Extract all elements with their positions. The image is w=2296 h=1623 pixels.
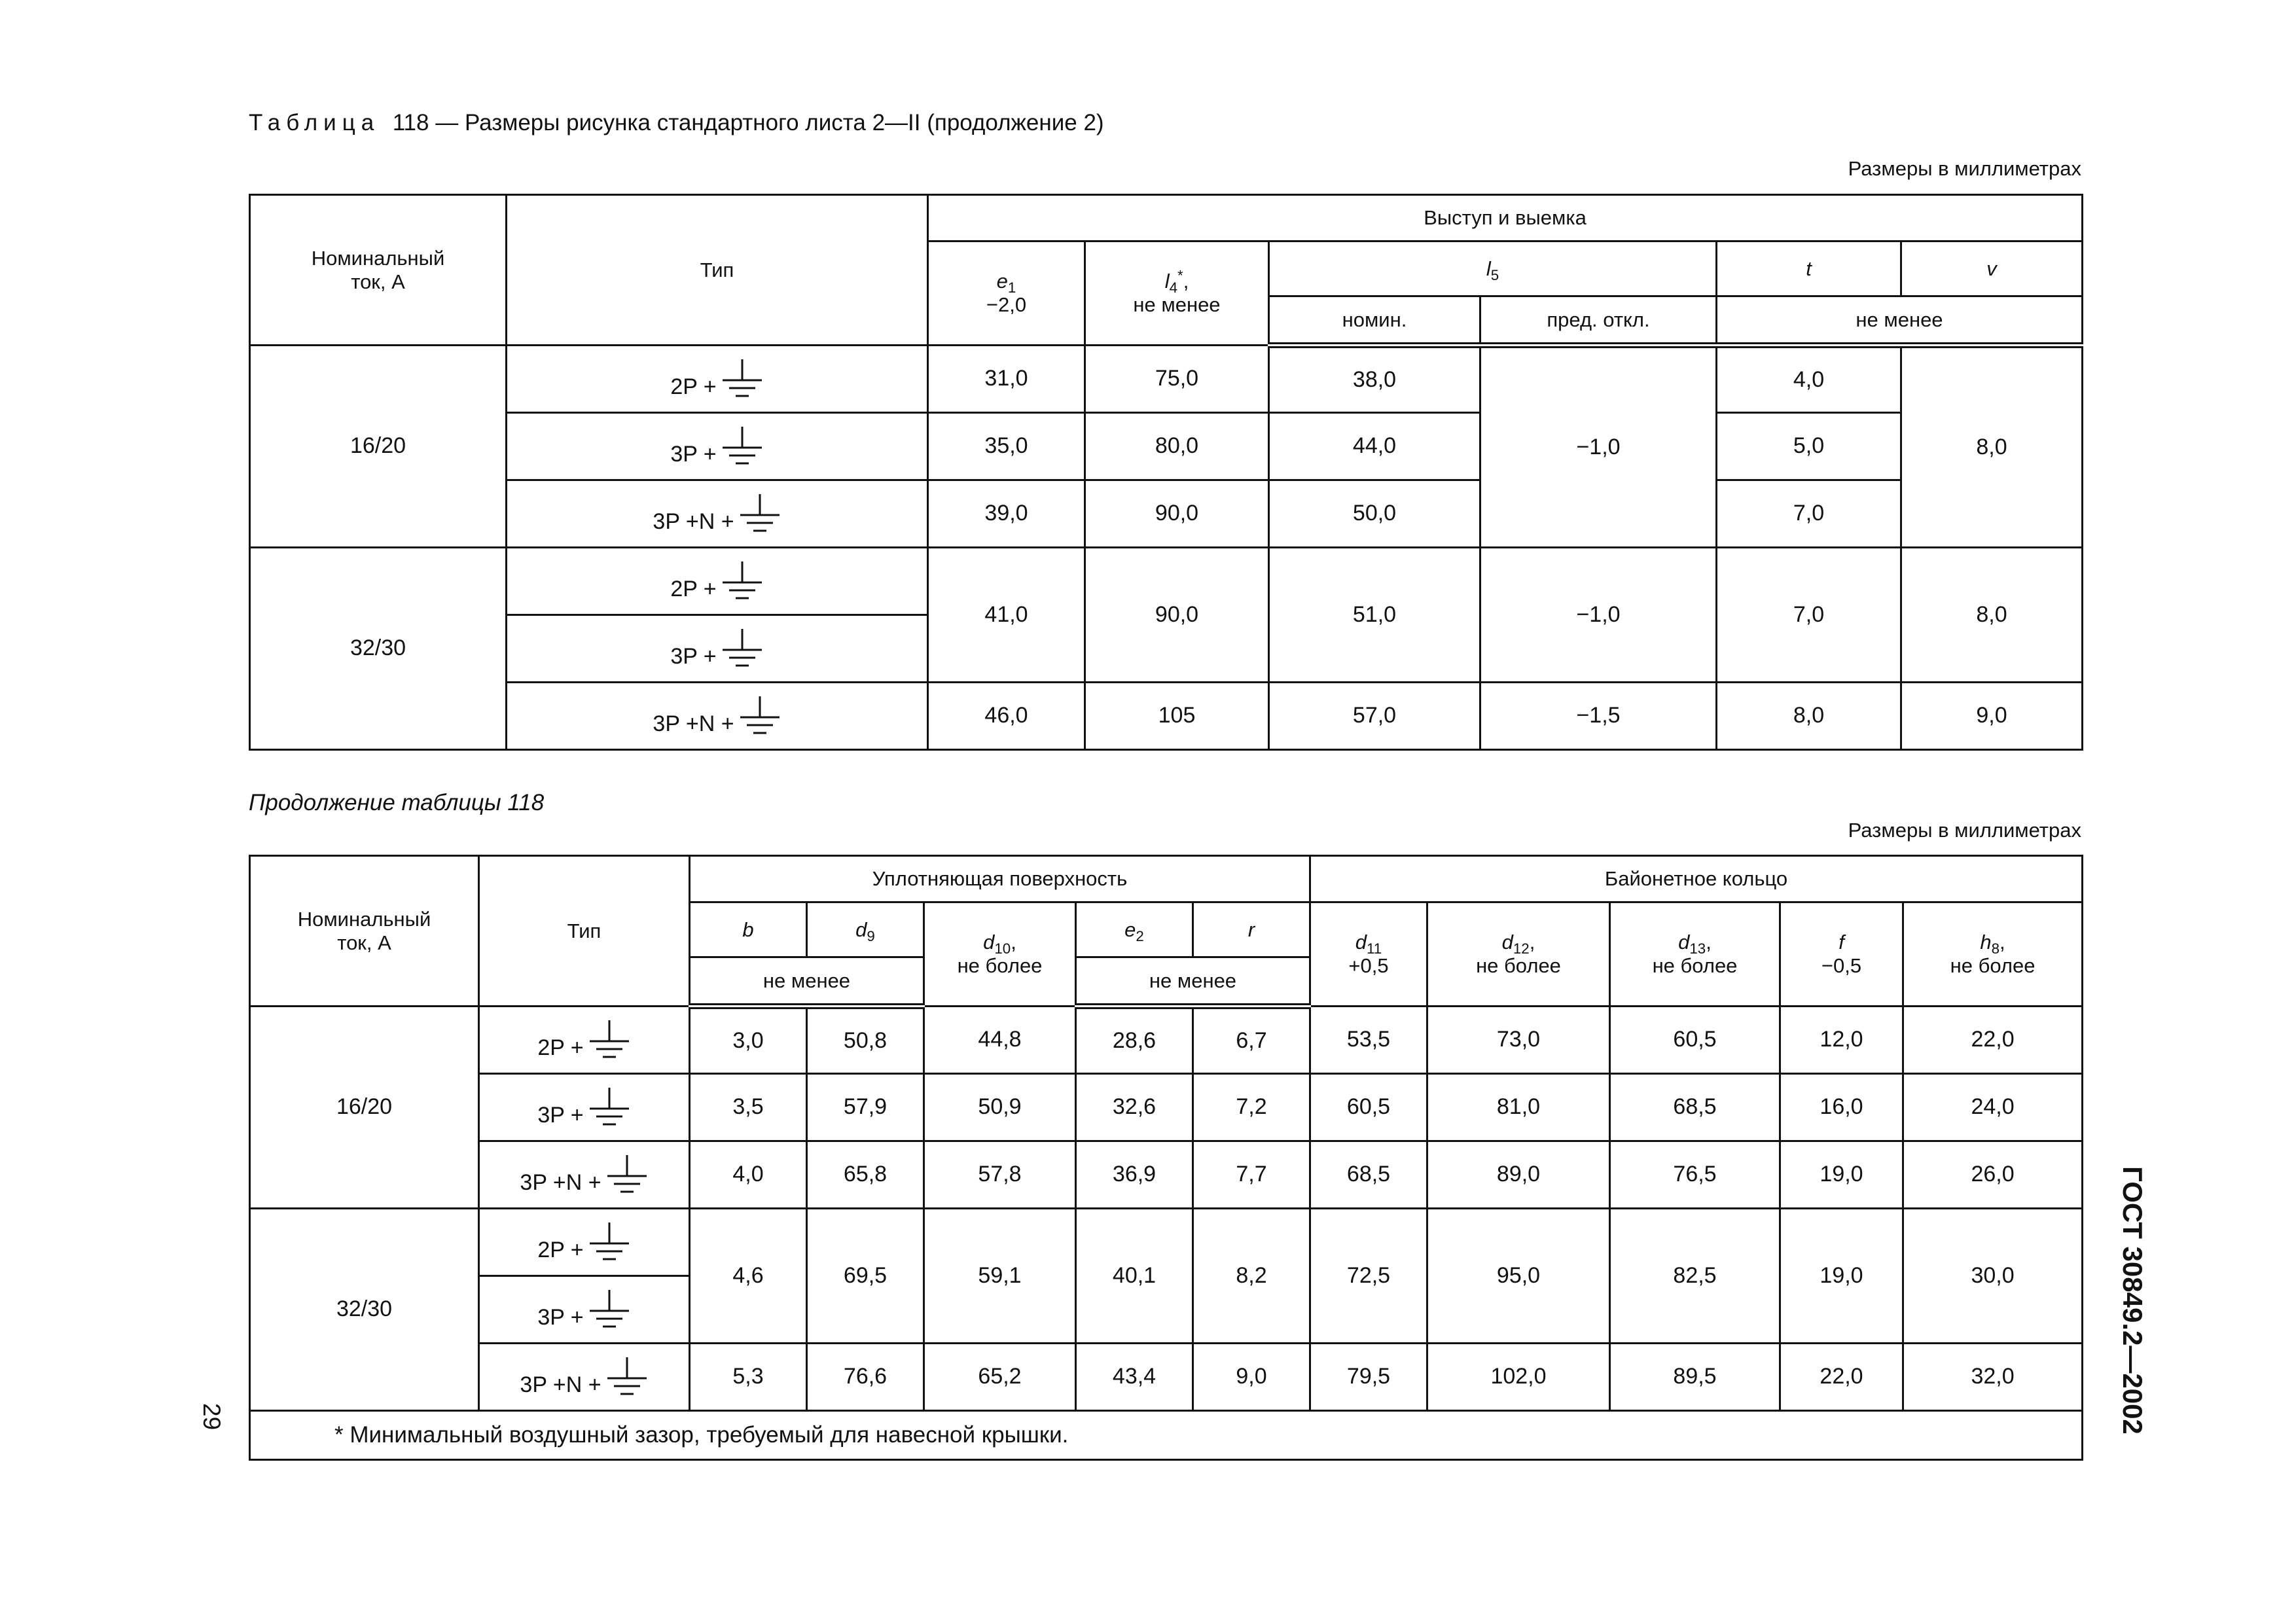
cell-t: 7,0 [1717, 480, 1901, 548]
header-nominal-current: Номинальный ток, А [250, 195, 507, 346]
caption-number: 118 [392, 110, 429, 135]
earth-icon [605, 1154, 649, 1196]
cell-d9: 57,9 [807, 1074, 924, 1141]
type-cell: 3P + [479, 1074, 690, 1141]
type-cell: 3P +N + [507, 480, 928, 548]
cell-d9: 76,6 [807, 1344, 924, 1411]
header-b: b [690, 902, 807, 957]
cell-v: 9,0 [1901, 683, 2083, 750]
header-e2: $e_2$ [1076, 902, 1193, 957]
header-l5: $l_5$ [1269, 241, 1717, 296]
header-r: r [1193, 902, 1310, 957]
cell-l4: 90,0 [1085, 548, 1269, 683]
type-cell: 2P + [479, 1209, 690, 1276]
header-d10: $d_{10}$, не более [924, 902, 1076, 1007]
header-not-less: не менее [1717, 296, 2083, 346]
header-t: t [1717, 241, 1901, 296]
cell-f: 19,0 [1780, 1141, 1903, 1209]
cell-d10: 59,1 [924, 1209, 1076, 1344]
earth-icon [588, 1221, 631, 1263]
cell-l5: 57,0 [1269, 683, 1480, 750]
header-nominal: номин. [1269, 296, 1480, 346]
cell-b: 4,0 [690, 1141, 807, 1209]
cell-b: 4,6 [690, 1209, 807, 1344]
type-cell: 3P +N + [479, 1141, 690, 1209]
caption-title: — Размеры рисунка стандартного листа 2—II (продолжение 2) [435, 110, 1104, 135]
cell-h8: 22,0 [1903, 1007, 2083, 1074]
header-nominal-current: Номинальный ток, А [250, 856, 479, 1007]
cell-d10: 50,9 [924, 1074, 1076, 1141]
cell-d12: 95,0 [1427, 1209, 1610, 1344]
cell-l5: 51,0 [1269, 548, 1480, 683]
header-f: f −0,5 [1780, 902, 1903, 1007]
cell-e1: 39,0 [928, 480, 1085, 548]
header-v: v [1901, 241, 2083, 296]
type-cell: 2P + [479, 1007, 690, 1074]
header-d11: $d_{11}$ +0,5 [1310, 902, 1427, 1007]
earth-icon [721, 425, 764, 467]
header-not-less: не менее [690, 957, 924, 1007]
nominal-cell: 16/20 [250, 1007, 479, 1209]
cell-e1: 46,0 [928, 683, 1085, 750]
cell-d11: 53,5 [1310, 1007, 1427, 1074]
earth-icon [605, 1356, 649, 1398]
cell-f: 19,0 [1780, 1209, 1903, 1344]
table-caption [249, 110, 1104, 136]
type-cell: 2P + [507, 346, 928, 413]
header-not-less: не менее [1076, 957, 1310, 1007]
cell-d13: 60,5 [1610, 1007, 1780, 1074]
earth-icon [738, 695, 781, 737]
cell-d10: 57,8 [924, 1141, 1076, 1209]
caption-prefix: Таблица [249, 110, 380, 135]
earth-icon [721, 628, 764, 669]
cell-deviation: −1,5 [1480, 683, 1717, 750]
cell-d13: 89,5 [1610, 1344, 1780, 1411]
header-type: Тип [507, 195, 928, 346]
earth-icon [588, 1019, 631, 1061]
cell-f: 22,0 [1780, 1344, 1903, 1411]
cell-d13: 68,5 [1610, 1074, 1780, 1141]
type-cell: 3P +N + [507, 683, 928, 750]
table-footnote: * Минимальный воздушный зазор, требуемый для навесной крышки. [250, 1411, 2083, 1460]
type-cell: 3P + [479, 1276, 690, 1344]
cell-v: 8,0 [1901, 548, 2083, 683]
cell-e1: 31,0 [928, 346, 1085, 413]
header-d12: $d_{12}$, не более [1427, 902, 1610, 1007]
cell-e2: 43,4 [1076, 1344, 1193, 1411]
cell-r: 7,7 [1193, 1141, 1310, 1209]
cell-d9: 65,8 [807, 1141, 924, 1209]
cell-f: 16,0 [1780, 1074, 1903, 1141]
cell-d9: 50,8 [807, 1007, 924, 1074]
header-d9: $d_9$ [807, 902, 924, 957]
cell-b: 5,3 [690, 1344, 807, 1411]
cell-t: 8,0 [1717, 683, 1901, 750]
units-label-1: Размеры в миллиметрах [1848, 157, 2081, 180]
nominal-cell: 32/30 [250, 1209, 479, 1411]
type-cell: 3P +N + [479, 1344, 690, 1411]
cell-d12: 102,0 [1427, 1344, 1610, 1411]
earth-icon [721, 560, 764, 602]
nominal-cell: 32/30 [250, 548, 507, 750]
cell-deviation: −1,0 [1480, 346, 1717, 548]
cell-d10: 44,8 [924, 1007, 1076, 1074]
cell-e1: 35,0 [928, 413, 1085, 480]
continuation-title: Продолжение таблицы 118 [249, 790, 545, 815]
cell-l4: 90,0 [1085, 480, 1269, 548]
units-label-2: Размеры в миллиметрах [1848, 819, 2081, 842]
standard-code: ГОСТ 30849.2—2002 [2117, 1166, 2148, 1435]
cell-d9: 69,5 [807, 1209, 924, 1344]
header-e1: $e_1$ −2,0 [928, 241, 1085, 346]
page-number: 29 [198, 1403, 225, 1431]
table-118-part-2 [249, 855, 2083, 1461]
cell-d10: 65,2 [924, 1344, 1076, 1411]
cell-l4: 75,0 [1085, 346, 1269, 413]
earth-icon [588, 1086, 631, 1128]
type-cell: 3P + [507, 413, 928, 480]
cell-d11: 79,5 [1310, 1344, 1427, 1411]
header-l4: $l_4^*$, не менее [1085, 241, 1269, 346]
cell-f: 12,0 [1780, 1007, 1903, 1074]
cell-d13: 82,5 [1610, 1209, 1780, 1344]
cell-r: 6,7 [1193, 1007, 1310, 1074]
cell-d11: 68,5 [1310, 1141, 1427, 1209]
cell-l4: 80,0 [1085, 413, 1269, 480]
cell-t: 4,0 [1717, 346, 1901, 413]
header-sealing-surface: Уплотняющая поверхность [690, 856, 1310, 902]
cell-d12: 73,0 [1427, 1007, 1610, 1074]
cell-r: 8,2 [1193, 1209, 1310, 1344]
cell-b: 3,0 [690, 1007, 807, 1074]
nominal-cell: 16/20 [250, 346, 507, 548]
cell-d11: 72,5 [1310, 1209, 1427, 1344]
cell-d11: 60,5 [1310, 1074, 1427, 1141]
cell-h8: 32,0 [1903, 1344, 2083, 1411]
cell-r: 7,2 [1193, 1074, 1310, 1141]
header-limit-deviation: пред. откл. [1480, 296, 1717, 346]
cell-l5: 50,0 [1269, 480, 1480, 548]
earth-icon [738, 493, 781, 535]
type-cell: 2P + [507, 548, 928, 615]
cell-b: 3,5 [690, 1074, 807, 1141]
cell-deviation: −1,0 [1480, 548, 1717, 683]
header-d13: $d_{13}$, не более [1610, 902, 1780, 1007]
type-cell: 3P + [507, 615, 928, 683]
cell-v: 8,0 [1901, 346, 2083, 548]
cell-l5: 38,0 [1269, 346, 1480, 413]
earth-icon [588, 1289, 631, 1330]
cell-e2: 36,9 [1076, 1141, 1193, 1209]
cell-h8: 30,0 [1903, 1209, 2083, 1344]
cell-l4: 105 [1085, 683, 1269, 750]
cell-e2: 32,6 [1076, 1074, 1193, 1141]
table-118-part-1 [249, 194, 2083, 751]
header-bayonet-ring: Байонетное кольцо [1310, 856, 2083, 902]
header-protrusion-recess: Выступ и выемка [928, 195, 2083, 241]
header-h8: $h_8$, не более [1903, 902, 2083, 1007]
cell-r: 9,0 [1193, 1344, 1310, 1411]
cell-d12: 89,0 [1427, 1141, 1610, 1209]
earth-icon [721, 358, 764, 400]
header-type: Тип [479, 856, 690, 1007]
cell-t: 7,0 [1717, 548, 1901, 683]
cell-h8: 26,0 [1903, 1141, 2083, 1209]
cell-l5: 44,0 [1269, 413, 1480, 480]
cell-e2: 28,6 [1076, 1007, 1193, 1074]
cell-d13: 76,5 [1610, 1141, 1780, 1209]
cell-d12: 81,0 [1427, 1074, 1610, 1141]
cell-h8: 24,0 [1903, 1074, 2083, 1141]
cell-t: 5,0 [1717, 413, 1901, 480]
cell-e1: 41,0 [928, 548, 1085, 683]
cell-e2: 40,1 [1076, 1209, 1193, 1344]
